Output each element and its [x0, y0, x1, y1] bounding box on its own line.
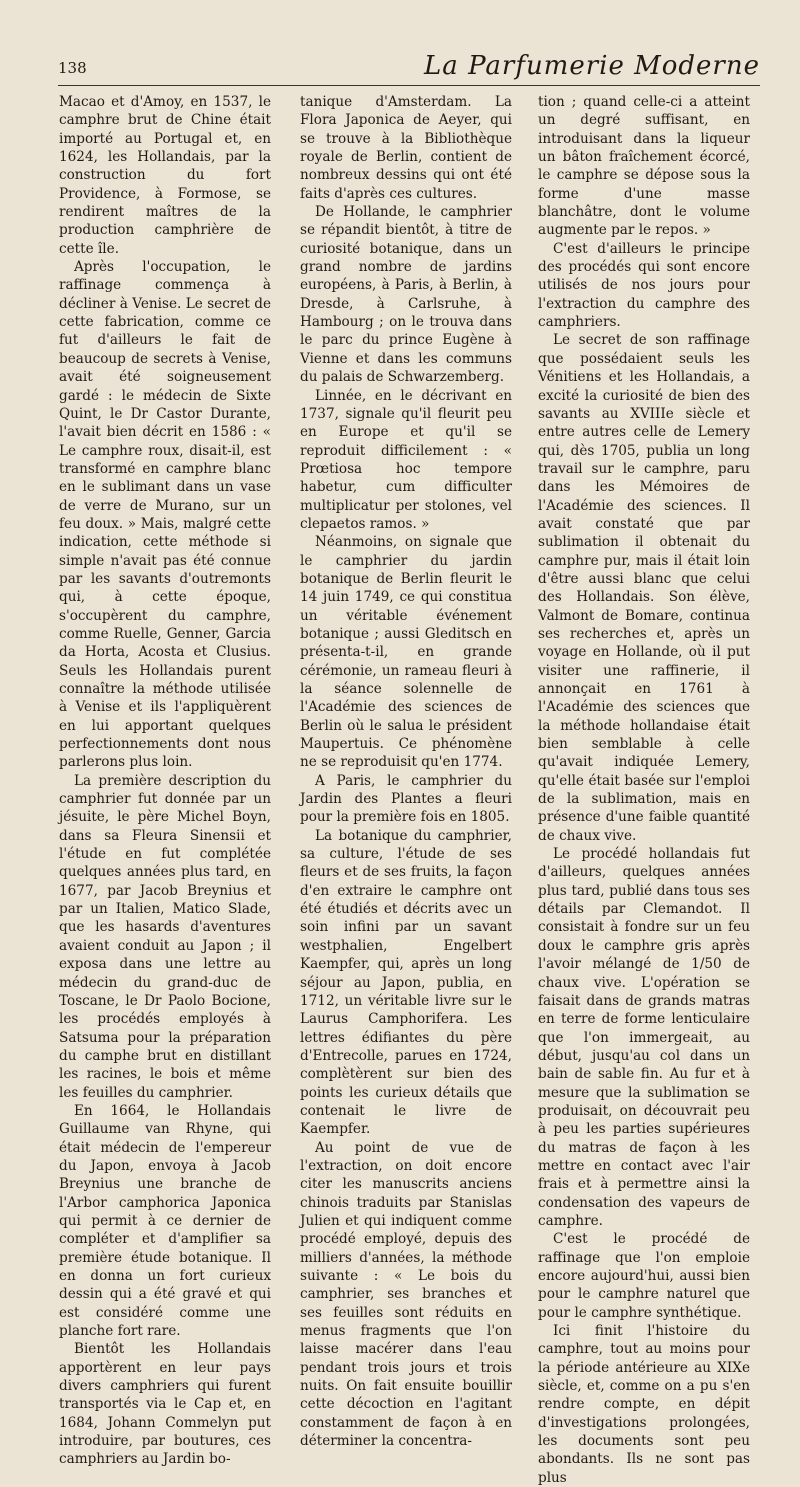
journal-title: La Parfumerie Moderne — [424, 51, 760, 81]
page-number: 138 — [58, 59, 87, 77]
paragraph: Néanmoins, on signale que le camphrier du jardin botanique de Berlin fleurit le 14 juin 1749, ce qui constitua un véritable événement botanique ; aussi Gleditsch en présenta-t-il, en grande cérémonie, un rameau fleuri à la séance solennelle de l'Académie des sciences de Berlin où le salua le président Maupertuis. Ce phénomène ne se reproduisit qu'en 1774. — [300, 534, 512, 771]
paragraph: Le secret de son raffinage que possédaient seuls les Vénitiens et les Hollandais, a excité la curiosité de bien des savants au XVIIIe siècle et entre autres celle de Lemery qui, dès 1705, publia un long travail sur le camphre, paru dans les Mémoires de l'Académie des sciences. Il avait constaté que par sublimation il obtenait du camphre pur, mais il était loin d'être aussi blanc que celui des Hollandais. Son élève, Valmont de Bomare, continua ses recherches et, après un voyage en Hollande, où il put visiter une raffinerie, il annonçait en 1761 à l'Académie des sciences que la méthode hollandaise était bien semblable à celle qu'avait indiquée Lemery, qu'elle était basée sur l'emploi de la sublimation, mais en présence d'une faible quantité de chaux vive. — [538, 332, 750, 844]
paragraph: De Hollande, le camphrier se répandit bientôt, à titre de curiosité botanique, dans un grand nombre de jardins européens, à Paris, à Berlin, à Dresde, à Carlsruhe, à Hambourg ; on le trouva dans le parc du prince Eugène à Vienne et dans les communs du palais de Schwarzemberg. — [300, 204, 512, 386]
paragraph: Après l'occupation, le raffinage commença à décliner à Venise. Le secret de cette fabrication, comme ce fut d'ailleurs le fait de beaucoup de secrets à Venise, avait été soigneusement gardé : le médecin de Sixte Quint, le Dr Castor Durante, l'avait bien décrit en 1586 : « Le camphre roux, disait-il, est transformé en camphre blanc en le sublimant dans un vase de verre de Murano, sur un feu doux. » Mais, malgré cette indication, cette méthode si simple n'avait pas été connue par les savants d'outremonts qui, à cette époque, s'occupèrent du camphre, comme Ruelle, Genner, Garcia da Horta, Acosta et Clusius. Seuls les Hollandais purent connaître la méthode utilisée à Venise et ils l'appliquèrent en lui apportant quelques perfectionnements dont nous parlerons plus loin. — [59, 259, 271, 771]
paragraph: A Paris, le camphrier du Jardin des Plantes a fleuri pour la première fois en 1805. — [300, 772, 512, 826]
paragraph: La botanique du camphrier, sa culture, l'étude de ses fleurs et de ses fruits, la façon d'en extraire le camphre ont été étudiés et décrits avec un soin infini par un savant westphalien, Engelbert Kaempfer, qui, après un long séjour au Japon, publia, en 1712, un véritable livre sur le Laurus Camphorifera. Les lettres édifiantes du père d'Entrecolle, parues en 1724, complètèrent sur bien des points les curieux détails que contenait le livre de Kaempfer. — [300, 827, 512, 1138]
paragraph: La première description du camphrier fut donnée par un jésuite, le père Michel Boyn, dans sa Fleura Sinensii et l'étude en fut complétée quelques années plus tard, en 1677, par Jacob Breynius et par un Italien, Matico Slade, que les hasards d'aventures avaient conduit au Japon ; il exposa dans une lettre au médecin du grand-duc de Toscane, le Dr Paolo Bocione, les procédés employés à Satsuma pour la préparation du camphe brut en distillant les racines, le bois et même les feuilles du camphrier. — [59, 772, 271, 1101]
text-column-2 — [300, 93, 512, 1450]
text-column-1 — [59, 93, 271, 1469]
paragraph: Macao et d'Amoy, en 1537, le camphre brut de Chine était importé au Portugal et, en 1624, les Hollandais, par la construction du fort Providence, à Formose, se rendirent maîtres de la production camphrière de cette île. — [59, 94, 271, 257]
paragraph: Au point de vue de l'extraction, on doit encore citer les manuscrits anciens chinois traduits par Stanislas Julien et qui indiquent comme procédé employé, depuis des milliers d'années, la méthode suivante : « Le bois du camphrier, ses branches et ses feuilles sont réduits en menus fragments que l'on laisse macérer dans l'eau pendant trois jours et trois nuits. On fait ensuite bouillir cette décoction en l'agitant constamment de façon à en déterminer la concentra- — [300, 1139, 512, 1450]
paragraph: Ici finit l'histoire du camphre, tout au moins pour la période antérieure au XIXe siècle, et, comme on a pu s'en rendre compte, en dépit d'investigations prolongées, les documents sont peu abondants. Ils ne sont pas plus — [538, 1323, 750, 1486]
paragraph: Linnée, en le décrivant en 1737, signale qu'il fleurit peu en Europe et qu'il se reproduit difficilement : « Prœtiosa hoc tempore habetur, cum difficulter multiplicatur per stolones, vel clepaetos ramos. » — [300, 387, 512, 532]
paragraph: tion ; quand celle-ci a atteint un degré suffisant, en introduisant dans la liqueur un bâton fraîchement écorcé, le camphre se dépose sous la forme d'une masse blanchâtre, dont le volume augmente par le repos. » — [538, 94, 750, 239]
paragraph: tanique d'Amsterdam. La Flora Japonica de Aeyer, qui se trouve à la Bibliothèque royale de Berlin, contient de nombreux dessins qui ont été faits d'après ces cultures. — [300, 94, 512, 202]
header-rule — [58, 85, 760, 86]
text-column-3 — [538, 93, 750, 1487]
paragraph: C'est d'ailleurs le principe des procédés qui sont encore utilisés de nos jours pour l'extraction du camphre des camphriers. — [538, 240, 750, 331]
paragraph: Le procédé hollandais fut d'ailleurs, quelques années plus tard, publié dans tous ses détails par Clemandot. Il consistait à fondre sur un feu doux le camphre gris après l'avoir mélangé de 1/50 de chaux vive. L'opération se faisait dans de grands matras en terre de forme lenticulaire que l'on immergeait, au début, jusqu'au col dans un bain de sable fin. Au fur et à mesure que la sublimation se produisait, on découvrait peu à peu les parties supérieures du matras de façon à les mettre en contact avec l'air frais et à permettre ainsi la condensation des vapeurs de camphre. — [538, 846, 750, 1229]
paragraph: En 1664, le Hollandais Guillaume van Rhyne, qui était médecin de l'empereur du Japon, envoya à Jacob Breynius une branche de l'Arbor camphorica Japonica qui permit à ce dernier de compléter et d'amplifier sa première étude botanique. Il en donna un fort curieux dessin qui a été gravé et qui est considéré comme une planche fort rare. — [59, 1102, 271, 1340]
paragraph: C'est le procédé de raffinage que l'on emploie encore aujourd'hui, aussi bien pour le camphre naturel que pour le camphre synthétique. — [538, 1231, 750, 1321]
paragraph: Bientôt les Hollandais apportèrent en leur pays divers camphriers qui furent transportés via le Cap et, en 1684, Johann Commelyn put introduire, par boutures, ces camphriers au Jardin bo- — [59, 1341, 271, 1468]
